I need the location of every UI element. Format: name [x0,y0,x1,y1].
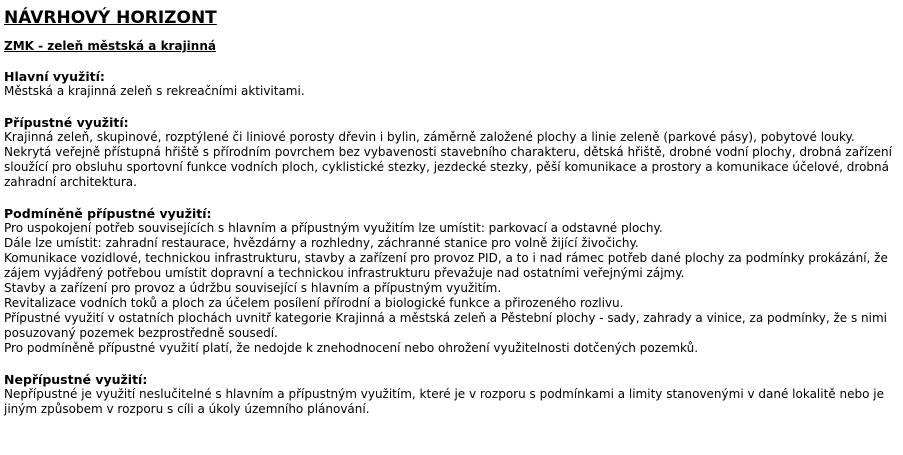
section-permitted-use [4,115,903,190]
text-line: Nekrytá veřejně přístupná hřiště s přírodním povrchem bez vybavenosti stavebního charakteru, dětská hřiště, drobné vodní plochy, drobná zařízení [4,145,892,159]
text-line: jiným způsobem v rozporu s cíli a úkoly územního plánování. [4,402,370,416]
text-line: sloužící pro obsluhu sportovní funkce vodních ploch, cyklistické stezky, jezdecké stezky, pěší komunikace a prostory a komunikace účelové, drobná [4,160,889,174]
section-conditional-use [4,206,903,356]
text-line: Městská a krajinná zeleň s rekreačními aktivitami. [4,84,305,98]
text-line: zahradní architektura. [4,175,137,189]
page-title: NÁVRHOVÝ HORIZONT [4,8,217,28]
text-line: Pro podmíněně přípustné využití platí, že nedojde k znehodnocení nebo ohrožení využitelnosti dotčených pozemků. [4,341,699,355]
text-line: Stavby a zařízení pro provoz a údržbu související s hlavním a přípustným využitím. [4,281,502,295]
section-main-use [4,69,903,99]
text-line: Dále lze umístit: zahradní restaurace, hvězdárny a rozhledny, záchranné stanice pro volně žijící živočichy. [4,236,639,250]
text-line: Pro uspokojení potřeb souvisejících s hlavním a přípustným využitím lze umístit: parkovací a odstavné plochy. [4,221,663,235]
text-line: posuzovaný pozemek bezprostředně sousedí. [4,326,278,340]
text-line: Nepřípustné je využití neslučitelné s hlavním a přípustným využitím, které je v rozporu s podmínkami a limity stanovenými v dané lokalitě nebo je [4,387,884,401]
text-line: Přípustné využití v ostatních plochách uvnitř kategorie Krajinná a městská zeleň a Pěstební plochy - sady, zahrady a vinice, za podmínky, že s nimi [4,311,888,325]
text-line: Krajinná zeleň, skupinové, rozptýlené či liniové porosty dřevin i bylin, záměrně založené plochy a linie zeleně (parkové pásy), pobytové louky. [4,130,855,144]
text-line: zájem vyjádřený potřebou umístit dopravní a technickou infrastrukturu převažuje nad ostatními veřejnými zájmy. [4,266,685,280]
section-heading: Přípustné využití: [4,115,129,130]
section-heading: Hlavní využití: [4,69,105,84]
text-line: Komunikace vozidlové, technickou infrastrukturu, stavby a zařízení pro provoz PID, a to i nad rámec potřeb dané plochy za podmínky prokázání, že [4,251,888,265]
sections [4,69,903,417]
section-heading: Podmíněně přípustné využití: [4,206,212,221]
section-heading: Nepřípustné využití: [4,372,148,387]
section-prohibited-use [4,372,903,417]
text-line: Revitalizace vodních toků a ploch za účelem posílení přírodní a biologické funkce a přirozeného rozlivu. [4,296,624,310]
zone-subtitle: ZMK - zeleň městská a krajinná [4,39,216,53]
